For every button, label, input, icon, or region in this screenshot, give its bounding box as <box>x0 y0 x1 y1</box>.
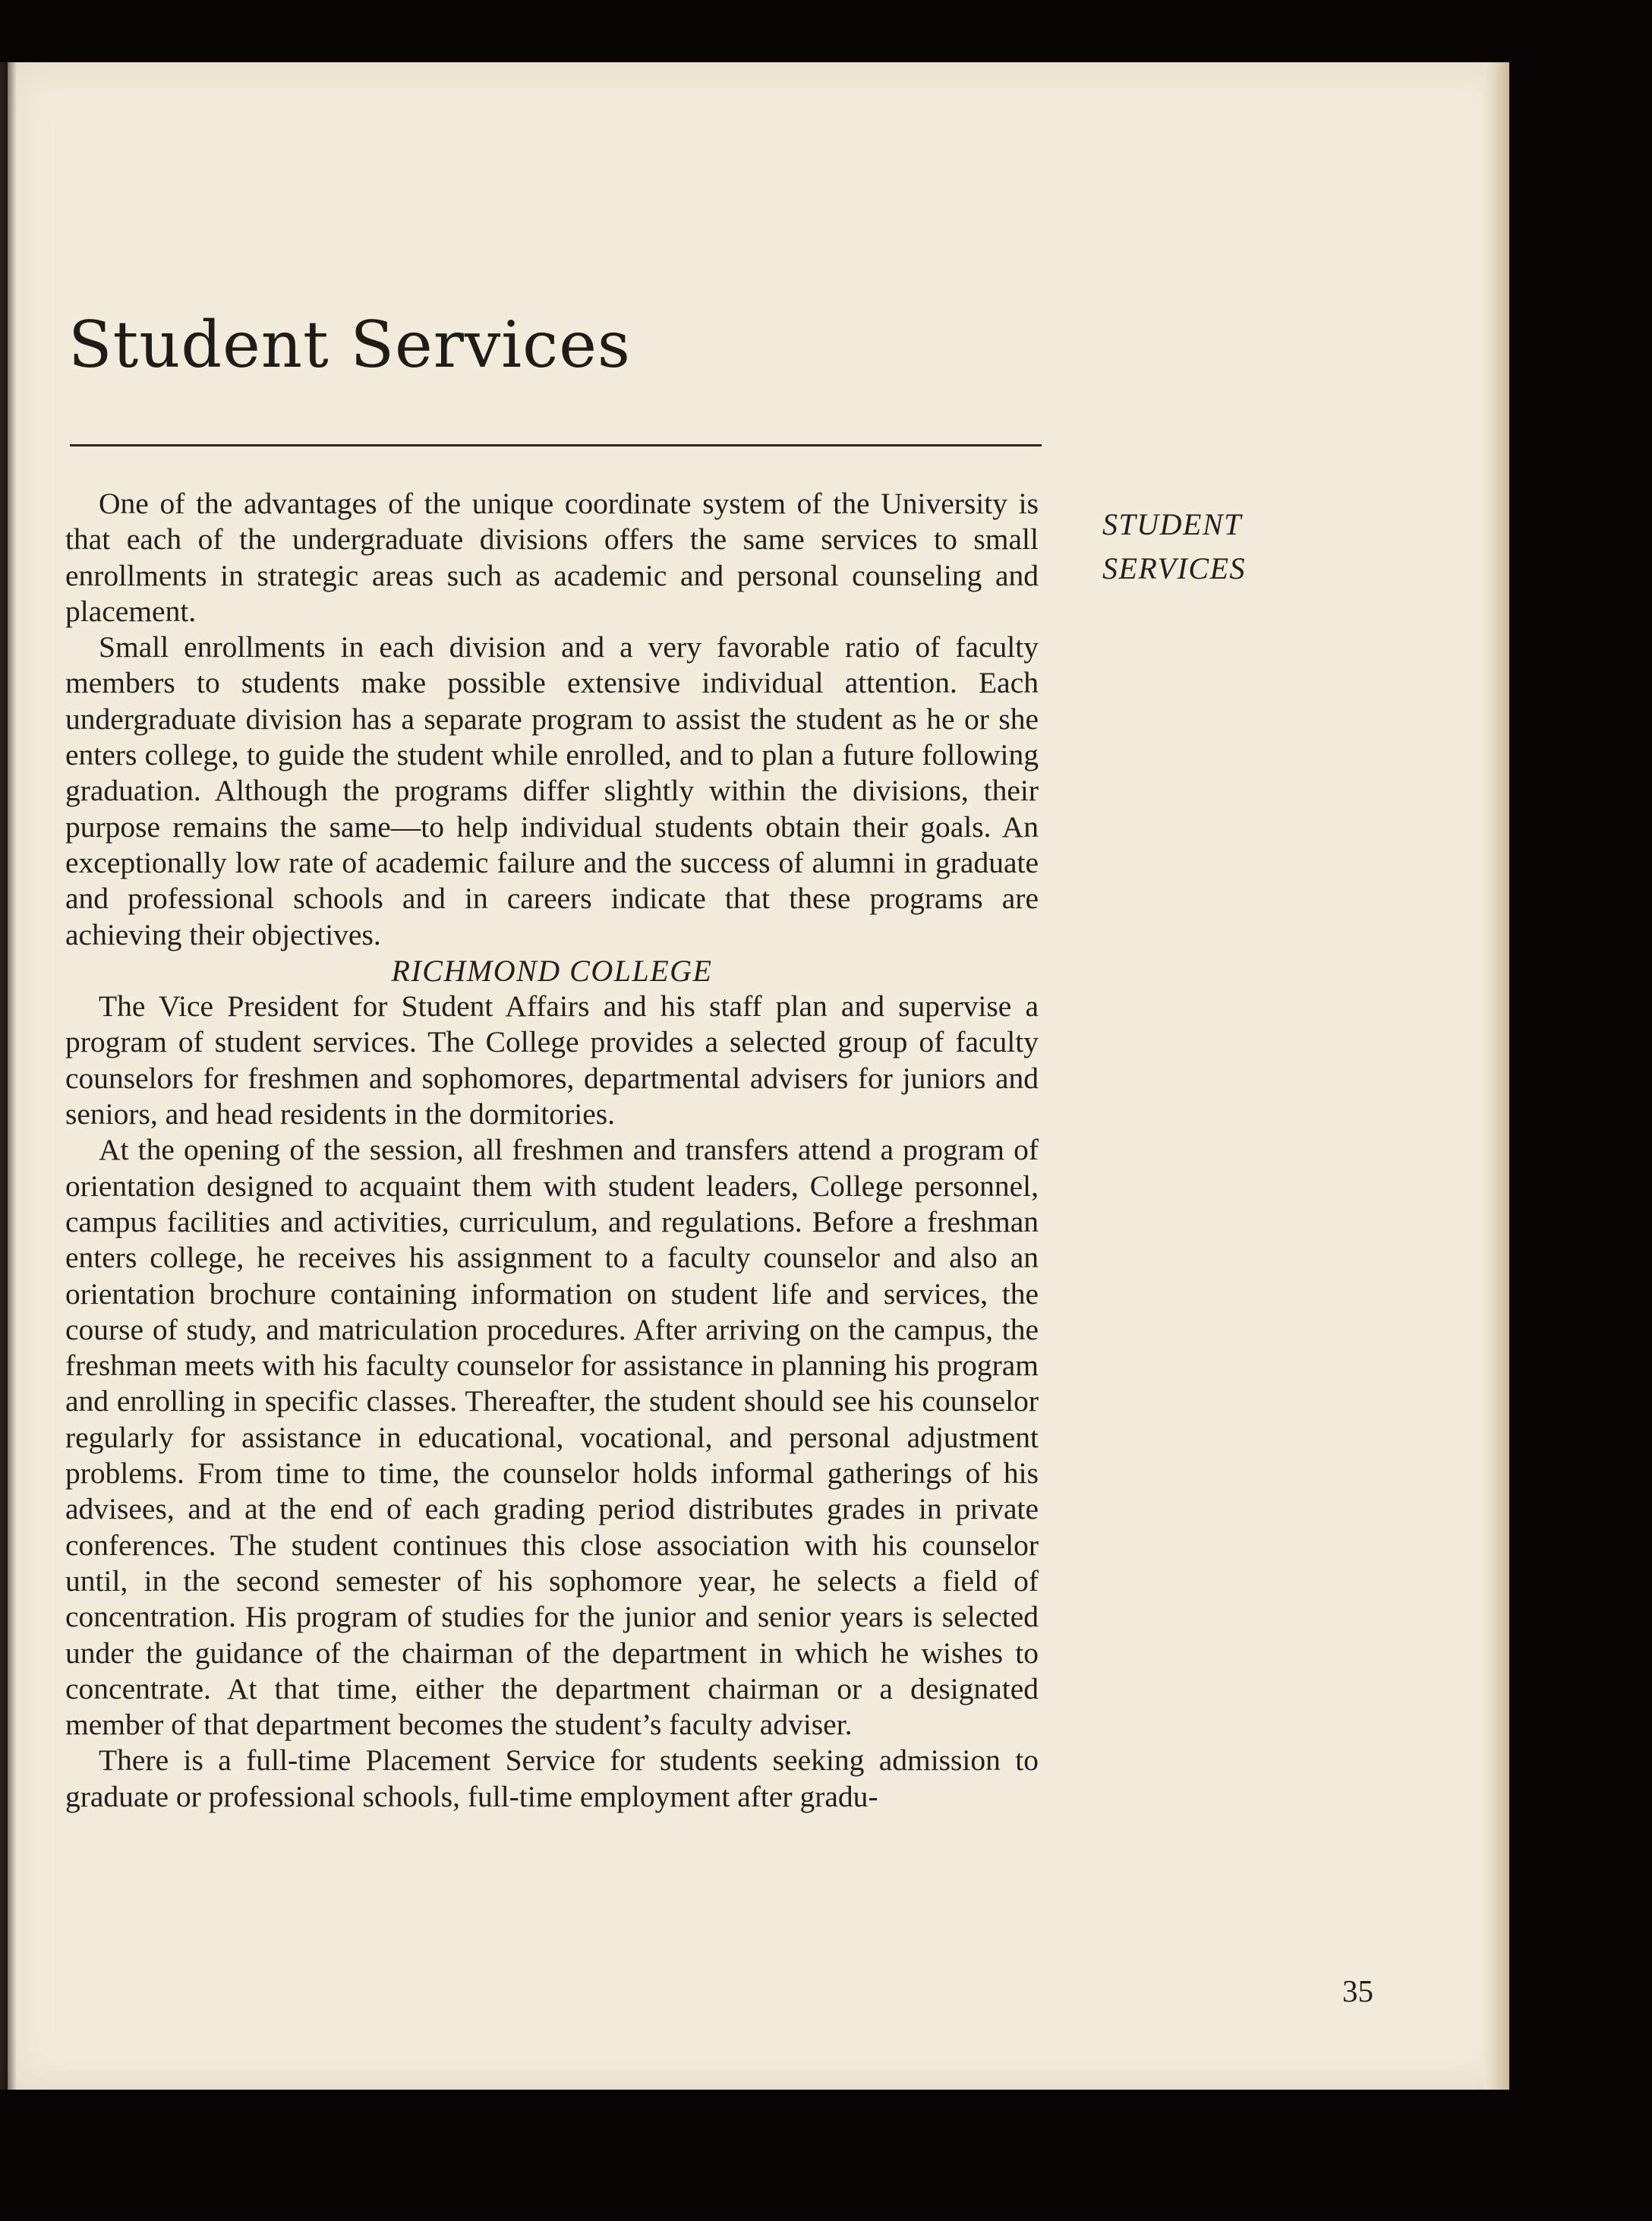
page-edge <box>1484 62 1509 2090</box>
binding-shadow <box>0 62 17 2090</box>
intro-paragraph-1: One of the advantages of the unique coordinate system of the University is that each of the undergraduate divisions offers the same services to small enrollments in strategic areas such as academic and personal counseling and placement. <box>65 487 1039 628</box>
page-number: 35 <box>1342 1973 1373 2008</box>
page-title: Student Services <box>68 308 632 382</box>
sidebar-heading <box>1102 503 1246 591</box>
sidebar-heading-line-2: SERVICES <box>1102 551 1247 585</box>
section-heading: RICHMOND COLLEGE <box>391 953 713 988</box>
intro-paragraph-2: Small enrollments in each division and a very favorable ratio of faculty members to students make possible extensive individual attention. Each undergraduate division has a separate program to assist the student as he or she enters college, to guide the student while enrolled, and to plan a future following graduation. Although the programs differ slightly within the divisions, their purpose remains the same—to help individual students obtain their goals. An exceptionally low rate of academic failure and the success of alumni in graduate and professional schools and in careers indicate that these programs are achieving their objectives. <box>65 630 1039 951</box>
sidebar-heading-line-1: STUDENT <box>1102 507 1242 541</box>
section-paragraph-2: At the opening of the session, all freshmen and transfers attend a program of orientation designed to acquaint them with student leaders, College personnel, campus facilities and activities, curriculum, and regulations. Before a freshman enters college, he receives his assignment to a faculty counselor and also an orientation brochure containing information on student life and services, the course of study, and matriculation procedures. After arriving on the campus, the freshman meets with his faculty counselor for assistance in planning his program and enrolling in specific classes. Thereafter, the student should see his counselor regularly for assistance in educational, vocational, and personal adjustment problems. From time to time, the counselor holds informal gatherings of his advisees, and at the end of each grading period distributes grades in private conferences. The student continues this close association with his counselor until, in the second semester of his sophomore year, he selects a field of concentration. His program of studies for the junior and senior years is selected under the guidance of the chairman of the department in which he wishes to concentrate. At that time, either the department chairman or a designated member of that department becomes the student’s faculty adviser. <box>65 1133 1039 1742</box>
title-rule <box>70 444 1042 446</box>
section-paragraph-3: There is a full-time Placement Service for students seeking admission to graduate or professional schools, full-time employment after gradu- <box>65 1743 1039 1813</box>
body-text <box>65 486 1039 1815</box>
section-paragraph-1: The Vice President for Student Affairs and his staff plan and supervise a program of student services. The College provides a selected group of faculty counselors for freshmen and sophomores, departmental advisers for juniors and seniors, and head residents in the dormitories. <box>65 989 1039 1131</box>
